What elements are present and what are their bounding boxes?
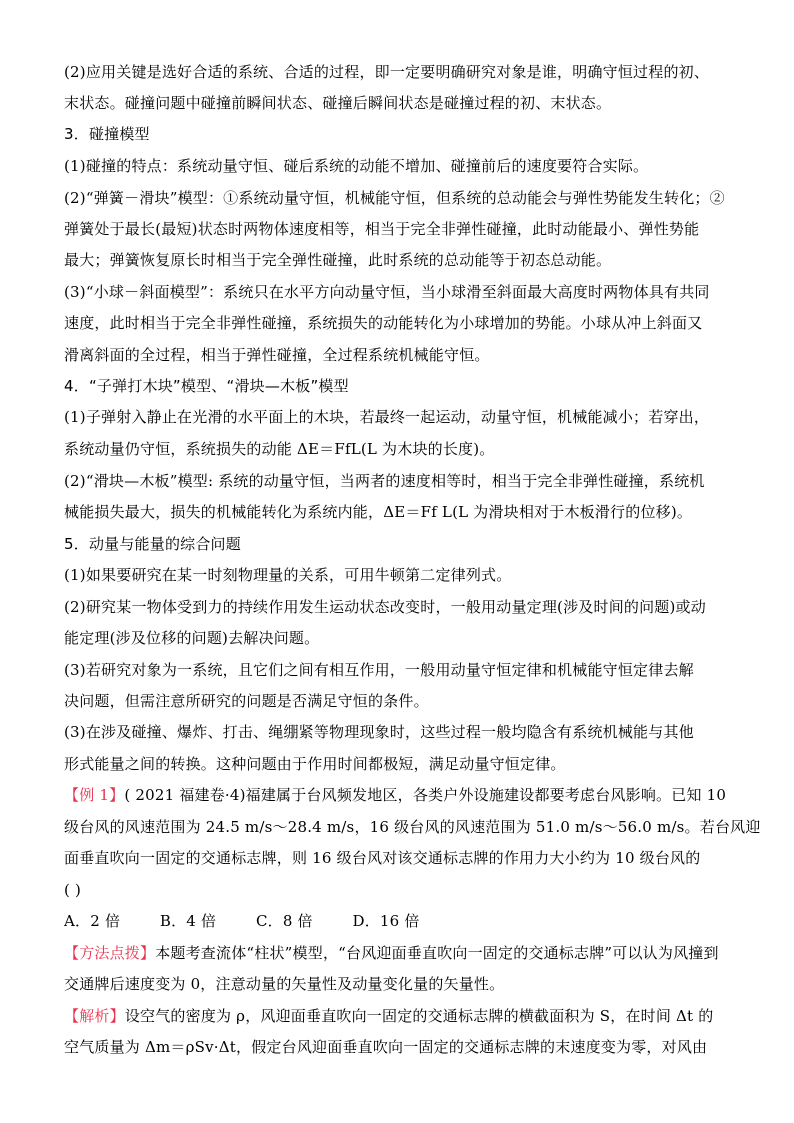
text-line: (3)“小球－斜面模型”：系统只在水平方向动量守恒，当小球滑至斜面最大高度时两物体具有共同 xyxy=(64,283,710,301)
text-line: (2)“滑块—木板”模型: 系统的动量守恒，当两者的速度相等时，相当于完全非弹性碰撞，系统机 xyxy=(64,472,705,490)
analysis-line xyxy=(64,1001,764,1031)
analysis-line: 空气质量为 Δm＝ρSv·Δt，假定台风迎面垂直吹向一固定的交通标志牌的末速度变为零，对风由 xyxy=(64,1038,708,1056)
method-tag: 【方法点拨】 xyxy=(64,944,156,962)
text-line: (1)子弹射入静止在光滑的水平面上的木块，若最终一起运动，动量守恒，机械能减小；若穿出， xyxy=(64,408,710,426)
text-line: 弹簧处于最长(最短)状态时两物体速度相等，相当于完全非弹性碰撞，此时动能最小、弹性势能 xyxy=(64,220,700,238)
method-line xyxy=(64,938,764,968)
text-line: 能定理(涉及位移的问题)去解决问题。 xyxy=(64,629,320,647)
method-text: 本题考查流体“柱状”模型，“台风迎面垂直吹向一固定的交通标志牌”可以认为风撞到 xyxy=(155,944,719,962)
example-line: 面垂直吹向一固定的交通标志牌，则 16 级台风对该交通标志牌的作用力大小约为 10 级台风的 xyxy=(64,849,701,867)
text-line: 末状态。碰撞问题中碰撞前瞬间状态、碰撞后瞬间状态是碰撞过程的初、末状态。 xyxy=(64,94,612,112)
text-line: (2)“弹簧－滑块”模型：①系统动量守恒，机械能守恒，但系统的总动能会与弹性势能发生转化；② xyxy=(64,189,725,207)
text-line: 决问题，但需注意所研究的问题是否满足守恒的条件。 xyxy=(64,692,429,710)
text-line: 速度，此时相当于完全非弹性碰撞，系统损失的动能转化为小球增加的势能。小球从冲上斜面又 xyxy=(64,314,703,332)
method-line: 交通牌后速度变为 0，注意动量的矢量性及动量变化量的矢量性。 xyxy=(64,975,505,993)
analysis-tag: 【解析】 xyxy=(64,1007,125,1025)
section-heading: 4．“子弹打木块”模型、“滑块—木板”模型 xyxy=(64,377,349,395)
text-line: 形式能量之间的转换。这种问题由于作用时间都极短，满足动量守恒定律。 xyxy=(64,755,566,773)
answer-blank: ( ) xyxy=(64,881,82,899)
text-line: 最大；弹簧恢复原长时相当于完全弹性碰撞，此时系统的总动能等于初态总动能。 xyxy=(64,251,612,269)
section-heading: 3．碰撞模型 xyxy=(64,125,150,143)
text-line: (1)碰撞的特点：系统动量守恒、碰后系统的动能不增加、碰撞前后的速度要符合实际。 xyxy=(64,157,649,175)
text-line: (3)在涉及碰撞、爆炸、打击、绳绷紧等物理现象时，这些过程一般均隐含有系统机械能与其他 xyxy=(64,723,694,741)
analysis-text: 设空气的密度为 ρ，风迎面垂直吹向一固定的交通标志牌的横截面积为 S，在时间 Δt 的 xyxy=(124,1007,714,1025)
text-line: (1)如果要研究在某一时刻物理量的关系，可用牛顿第二定律列式。 xyxy=(64,566,512,584)
example-line: 级台风的风速范围为 24.5 m/s～28.4 m/s，16 级台风的风速范围为 51.0 m/s～56.0 m/s。若台风迎 xyxy=(64,818,761,836)
text-line: 械能损失最大，损失的机械能转化为系统内能，ΔE＝Ff L(L 为滑块相对于木板滑行的位移)。 xyxy=(64,503,693,521)
example-tag: 【例 1】 xyxy=(64,786,125,804)
text-line: (2)应用关键是选好合适的系统、合适的过程，即一定要明确研究对象是谁，明确守恒过程的初、 xyxy=(64,63,710,81)
example-line xyxy=(64,780,764,810)
section-heading: 5．动量与能量的综合问题 xyxy=(64,535,241,553)
answer-options: A．2 倍 B．4 倍 C．8 倍 D．16 倍 xyxy=(64,912,420,930)
text-line: (3)若研究对象为一系统，且它们之间有相互作用，一般用动量守恒定律和机械能守恒定律去解 xyxy=(64,661,694,679)
text-line: 系统动量仍守恒，系统损失的动能 ΔE＝FfL(L 为木块的长度)。 xyxy=(64,440,495,458)
text-line: 滑离斜面的全过程，相当于弹性碰撞，全过程系统机械能守恒。 xyxy=(64,346,490,364)
text-line: (2)研究某一物体受到力的持续作用发生运动状态改变时，一般用动量定理(涉及时间的问题)或动 xyxy=(64,598,706,616)
example-text: ( 2021 福建卷·4)福建属于台风频发地区，各类户外设施建设都要考虑台风影响。已知 10 xyxy=(124,786,727,804)
